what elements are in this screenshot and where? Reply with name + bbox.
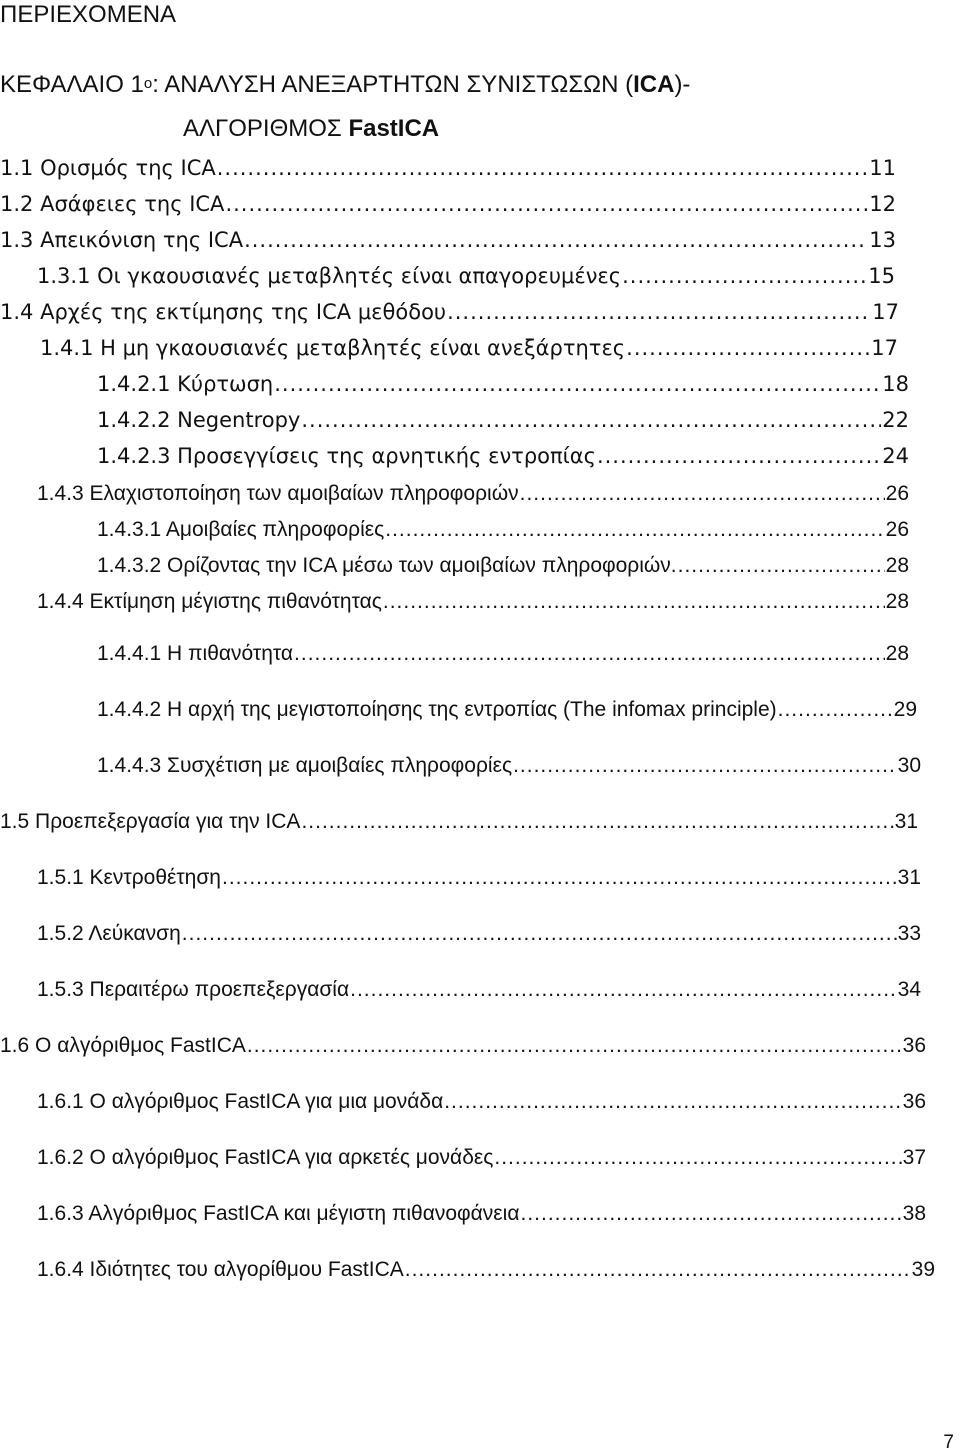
toc-leader-dots [274, 370, 881, 398]
toc-leader-dots [520, 1200, 901, 1228]
chapter-line2-fastica: FastICA [348, 115, 440, 142]
toc-leader-dots [244, 226, 868, 254]
toc-entry-page: 12 [869, 192, 896, 216]
toc-entry[interactable] [97, 442, 909, 470]
toc-entry-page: 34 [897, 978, 921, 1001]
toc-entry[interactable] [0, 298, 899, 326]
toc-entry-page: 26 [885, 482, 909, 505]
toc-entry[interactable] [97, 370, 909, 398]
toc-entry-page: 26 [885, 518, 909, 541]
chapter-heading [0, 70, 690, 103]
toc-entry-label: 1.2 Ασάφειες της ICA [0, 192, 225, 216]
toc-entry-page: 22 [882, 408, 909, 432]
toc-entry[interactable] [97, 752, 921, 780]
toc-entry-page: 28 [885, 590, 909, 613]
toc-entry-label: 1.4.1 Η μη γκαουσιανές μεταβλητές είναι ανεξάρτητες [40, 336, 626, 360]
toc-leader-dots [622, 262, 867, 290]
toc-entry[interactable] [0, 226, 896, 254]
toc-leader-dots [520, 480, 885, 508]
toc-leader-dots [294, 640, 885, 668]
toc-entry-page: 39 [911, 1258, 935, 1281]
toc-entry-label: 1.4 Αρχές της εκτίμησης της ICA μεθόδου [0, 300, 447, 324]
toc-entry[interactable] [0, 190, 896, 218]
toc-entry[interactable] [37, 480, 909, 508]
toc-entry-label: 1.4.4.3 Συσχέτιση με αμοιβαίες πληροφορίες [97, 754, 513, 777]
toc-entry-label: 1.4.3.1 Αμοιβαίες πληροφορίες [97, 518, 385, 541]
toc-leader-dots [182, 920, 897, 948]
chapter-prefix: ΚΕΦΑΛΑΙΟ 1 [0, 71, 144, 98]
toc-entry[interactable] [0, 154, 896, 182]
toc-entry-page: 29 [893, 698, 917, 721]
toc-entry-label: 1.4.3 Ελαχιστοποίηση των αμοιβαίων πληροφοριών [37, 482, 519, 505]
toc-entry[interactable] [37, 1144, 926, 1172]
toc-entry-label: 1.4.3.2 Ορίζοντας την ICA μέσω των αμοιβαίων πληροφοριών. [97, 554, 677, 577]
toc-entry-page: 38 [902, 1202, 926, 1225]
toc-leader-dots [444, 1088, 901, 1116]
toc-leader-dots [778, 696, 893, 724]
toc-entry[interactable] [97, 640, 909, 668]
toc-entry[interactable] [97, 406, 909, 434]
toc-leader-dots [247, 1032, 902, 1060]
toc-entry-label: 1.4.4 Εκτίμηση μέγιστης πιθανότητας [37, 590, 382, 613]
toc-entry-page: 37 [902, 1146, 926, 1169]
toc-entry-page: 36 [902, 1034, 926, 1057]
toc-entry-page: 30 [897, 754, 921, 777]
toc-entry[interactable] [97, 552, 909, 580]
page-number: 7 [943, 1432, 954, 1453]
toc-entry[interactable] [37, 1256, 935, 1284]
chapter-superscript: ο [143, 75, 153, 92]
toc-entry-label: 1.4.4.1 Η πιθανότητα [97, 642, 294, 665]
toc-entry-label: 1.5.2 Λεύκανση [37, 922, 181, 945]
toc-leader-dots [678, 552, 885, 580]
chapter-line2-prefix: ΑΛΓΟΡΙΘΜΟΣ [183, 115, 349, 142]
toc-entry[interactable] [40, 334, 898, 362]
toc-leader-dots [301, 808, 893, 836]
toc-leader-dots [217, 154, 869, 182]
toc-entry-label: 1.5.1 Κεντροθέτηση [37, 866, 221, 889]
toc-entry[interactable] [0, 1032, 926, 1060]
toc-leader-dots [597, 442, 881, 470]
chapter-title-part: : ΑΝΑΛΥΣΗ ΑΝΕΞΑΡΤΗΤΩΝ ΣΥΝΙΣΤΩΣΩΝ ( [152, 71, 634, 98]
toc-leader-dots [405, 1256, 911, 1284]
toc-leader-dots [383, 588, 885, 616]
toc-entry-label: 1.4.2.1 Κύρτωση [97, 372, 274, 396]
toc-entry[interactable] [37, 864, 921, 892]
toc-leader-dots [385, 516, 884, 544]
chapter-title-end: )- [674, 71, 691, 98]
toc-leader-dots [626, 334, 870, 362]
toc-entry-label: 1.1 Ορισμός της ICA [0, 156, 216, 180]
toc-entry-page: 33 [897, 922, 921, 945]
toc-entry[interactable] [37, 1088, 926, 1116]
toc-entry[interactable] [0, 808, 918, 836]
toc-entry[interactable] [37, 588, 909, 616]
toc-entry-page: 15 [868, 264, 895, 288]
toc-entry[interactable] [97, 516, 909, 544]
toc-entry[interactable] [37, 1200, 926, 1228]
toc-entry[interactable] [37, 920, 921, 948]
toc-entry-page: 31 [894, 810, 918, 833]
toc-entry-page: 36 [902, 1090, 926, 1113]
toc-entry-label: 1.6.4 Ιδιότητες του αλγορίθμου FastICA [37, 1258, 404, 1281]
toc-entry-label: 1.5.3 Περαιτέρω προεπεξεργασία [37, 978, 350, 1001]
toc-leader-dots [225, 190, 868, 218]
toc-entry-label: 1.4.4.2 Η αρχή της μεγιστοποίησης της εντροπίας (The infomax principle) [97, 698, 777, 721]
toc-entry-page: 24 [882, 444, 909, 468]
toc-entry[interactable] [37, 262, 895, 290]
toc-entry-page: 28 [885, 642, 909, 665]
page-title: ΠΕΡΙΕΧΟΜΕΝΑ [0, 1, 177, 28]
toc-leader-dots [350, 976, 897, 1004]
toc-entry-page: 18 [882, 372, 909, 396]
toc-leader-dots [447, 298, 871, 326]
toc-entry-label: 1.6.3 Αλγόριθμος FastICA και μέγιστη πιθανοφάνεια [37, 1202, 520, 1225]
toc-entry-label: 1.4.2.2 Negentropy [97, 408, 301, 432]
toc-entry-label: 1.6 Ο αλγόριθμος FastICA [0, 1034, 246, 1057]
toc-entry-label: 1.3.1 Οι γκαουσιανές μεταβλητές είναι απαγορευμένες [37, 264, 622, 288]
toc-entry-label: 1.6.1 Ο αλγόριθμος FastICA για μια μονάδα [37, 1090, 444, 1113]
toc-leader-dots [222, 864, 897, 892]
toc-leader-dots [513, 752, 897, 780]
toc-entry-page: 28 [885, 554, 909, 577]
toc-entry-label: 1.5 Προεπεξεργασία για την ICA [0, 810, 301, 833]
toc-entry-page: 17 [871, 336, 898, 360]
chapter-ica: ICA [633, 71, 675, 98]
toc-leader-dots [301, 406, 881, 434]
toc-entry-label: 1.4.2.3 Προσεγγίσεις της αρνητικής εντροπίας [97, 444, 596, 468]
toc-entry[interactable] [97, 696, 917, 724]
toc-entry-page: 11 [869, 156, 896, 180]
toc-entry-page: 17 [872, 300, 899, 324]
toc-entry-label: 1.6.2 Ο αλγόριθμος FastICA για αρκετές μονάδες [37, 1146, 494, 1169]
chapter-heading-line2 [183, 114, 439, 144]
toc-leader-dots [494, 1144, 901, 1172]
toc-entry[interactable] [37, 976, 921, 1004]
toc-entry-page: 31 [897, 866, 921, 889]
toc-entry-page: 13 [869, 228, 896, 252]
toc-entry-label: 1.3 Απεικόνιση της ICA [0, 228, 244, 252]
